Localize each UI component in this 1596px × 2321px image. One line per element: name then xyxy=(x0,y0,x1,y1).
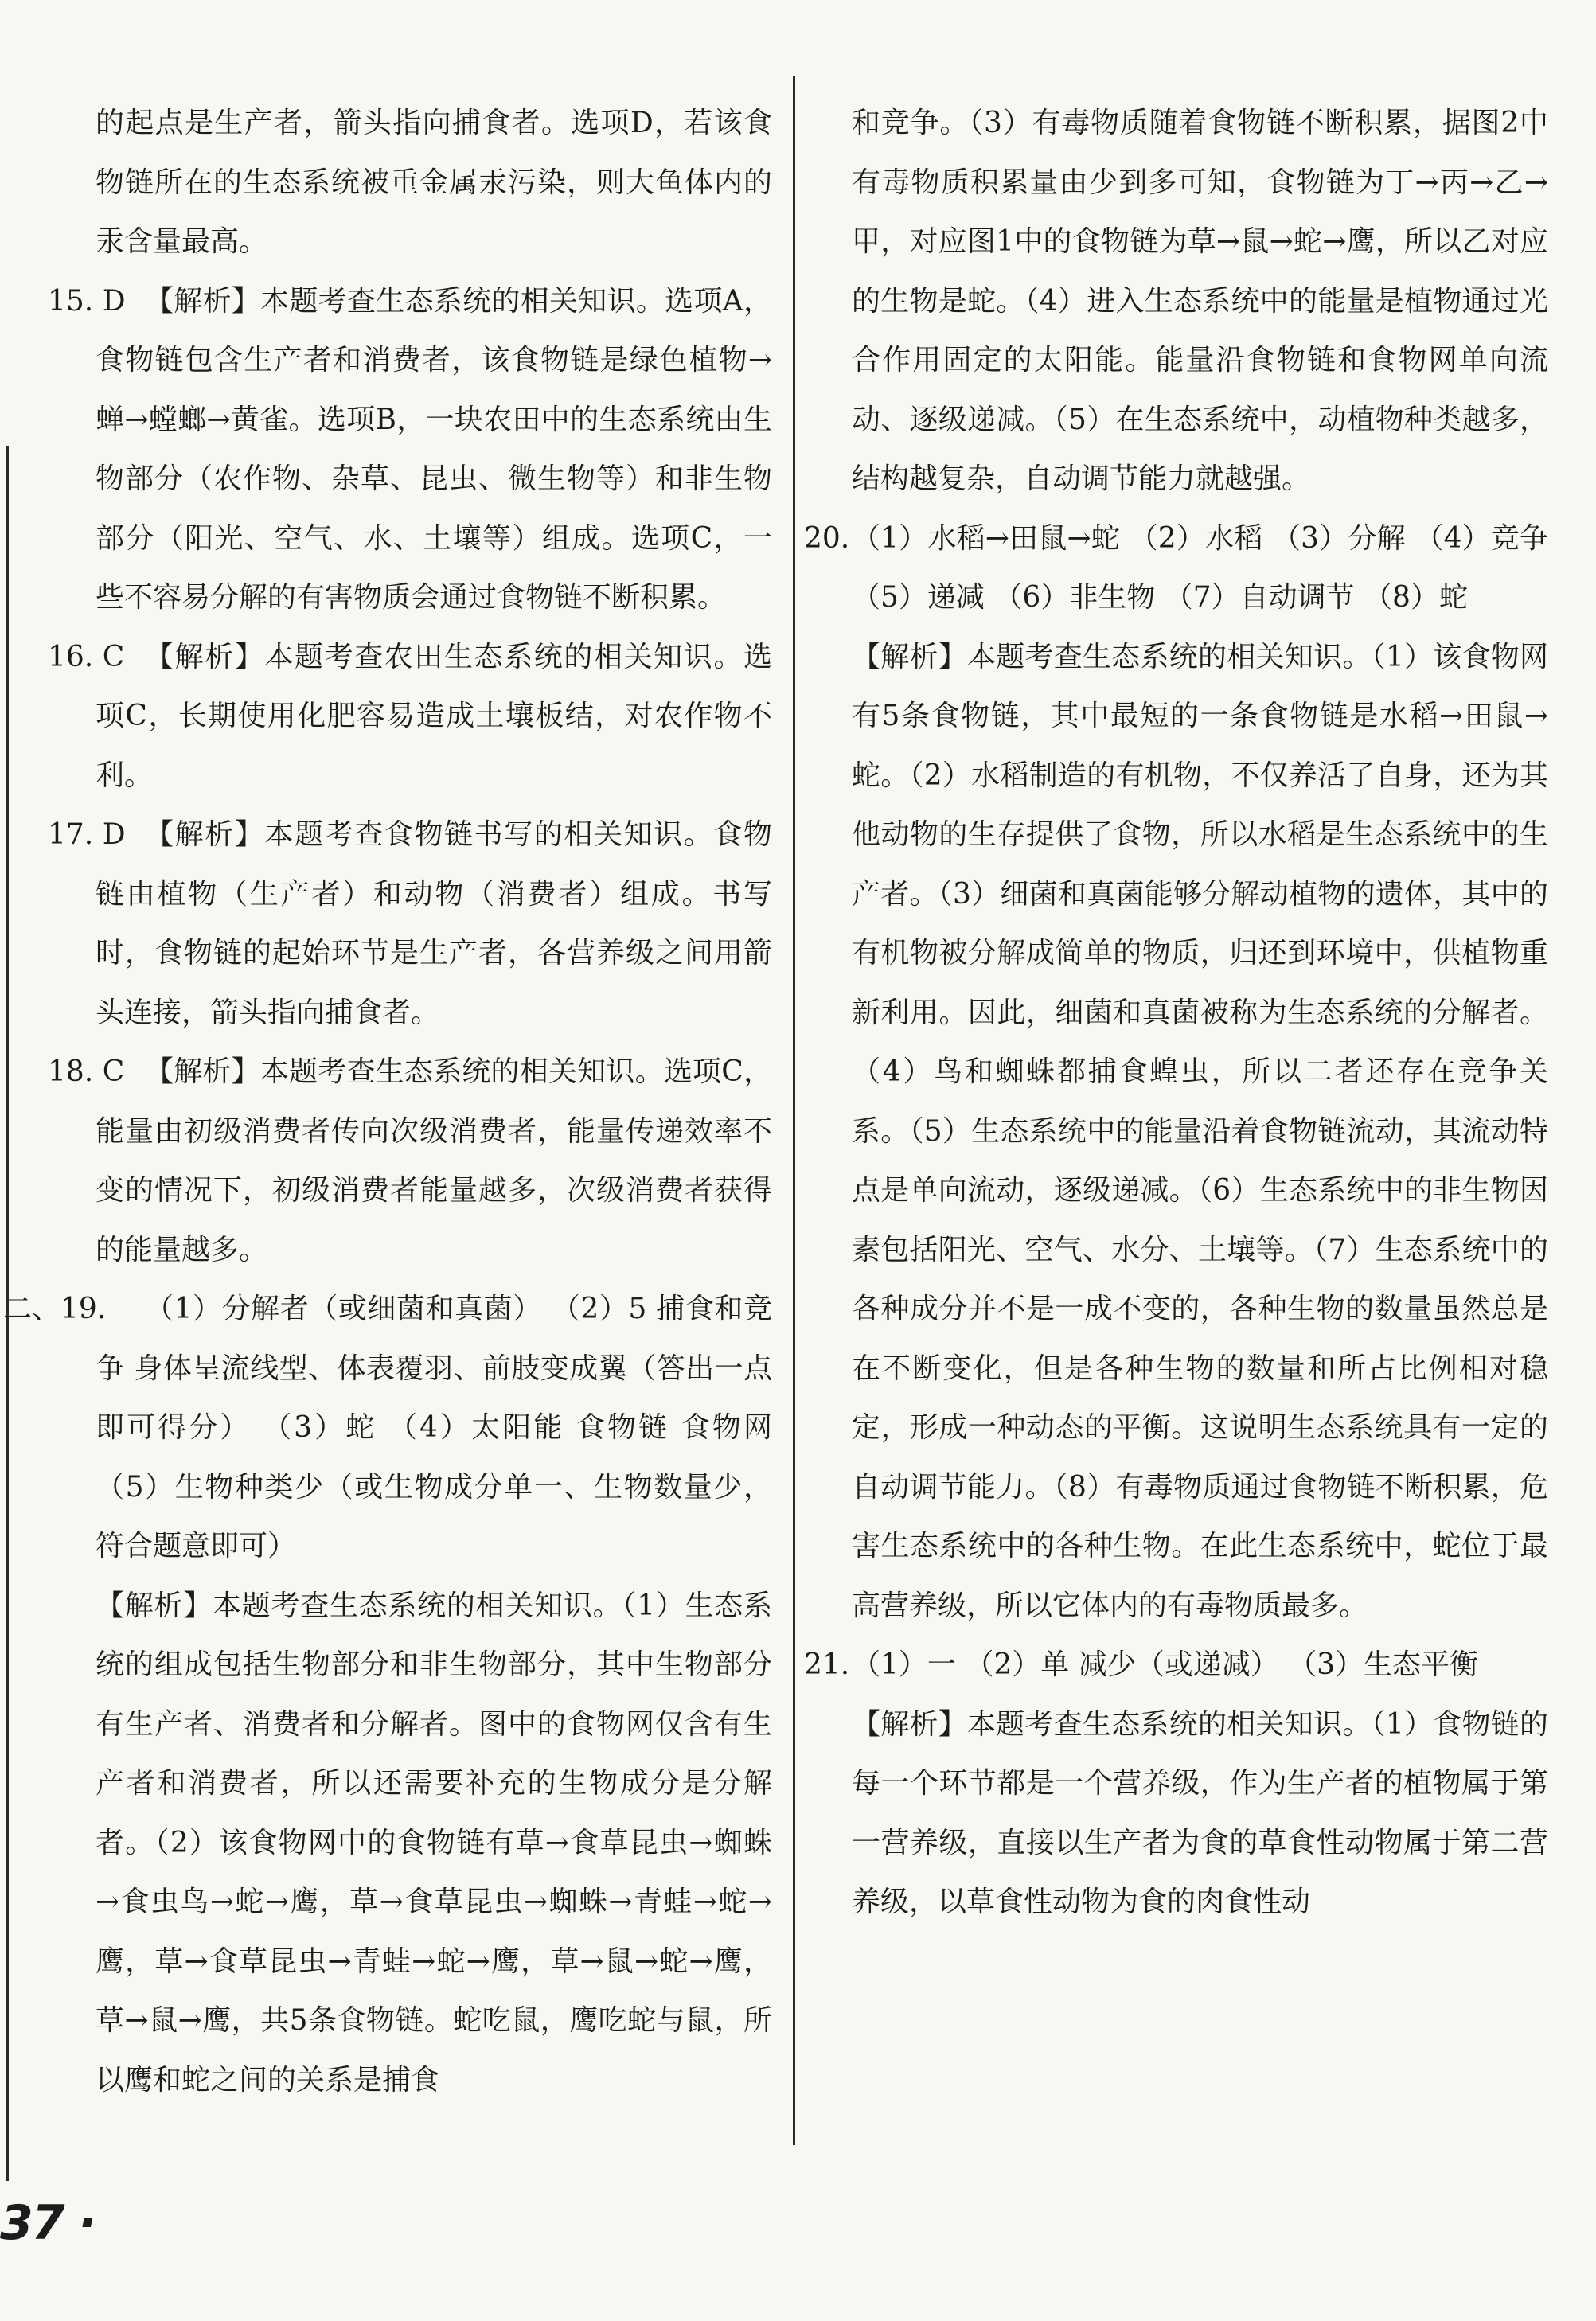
page-number: 37 · xyxy=(0,2195,96,2251)
answer-text: 【解析】本题考查生态系统的相关知识。选项A，食物链包含生产者和消费者，该食物链是绿色植物→蝉→螳螂→黄雀。选项B，一块农田中的生态系统由生物部分（农作物、杂草、昆虫、微生物等）和非生物部分（阳光、空气、水、土壤等）组成。选项C，一些不容易分解的有害物质会通过食物链不断积累。 xyxy=(96,284,772,614)
answer-block xyxy=(48,806,772,1043)
answer-text: （1）分解者（或细菌和真菌） （2）5 捕食和竞争 身体呈流线型、体表覆羽、前肢变成翼（答出一点即可得分） （3）蛇 （4）太阳能 食物链 食物网 （5）生物种类少（或生物成分单一、生物数量少，符合题意即可） xyxy=(96,1293,772,1562)
answer-text: （1）一 （2）单 减少（或递减） （3）生态平衡 xyxy=(852,1648,1479,1681)
answer-text: 的起点是生产者，箭头指向捕食者。选项D，若该食物链所在的生态系统被重金属汞污染，则大鱼体内的汞含量最高。 xyxy=(96,107,772,258)
answer-block xyxy=(48,1577,772,2111)
answer-text: 【解析】本题考查生态系统的相关知识。选项C，能量由初级消费者传向次级消费者，能量传递效率不变的情况下，初级消费者能量越多，次级消费者获得的能量越多。 xyxy=(96,1055,772,1266)
answer-block xyxy=(804,94,1548,509)
answer-text: 【解析】本题考查生态系统的相关知识。（1）食物链的每一个环节都是一个营养级，作为生产者的植物属于第一营养级，直接以生产者为食的草食性动物属于第二营养级，以草食性动物为食的肉食性动 xyxy=(852,1707,1548,1918)
answer-number: 20. xyxy=(804,521,850,555)
answer-number: 18. C xyxy=(48,1055,125,1088)
answer-number: 17. D xyxy=(48,818,126,851)
answer-block xyxy=(804,509,1548,628)
answer-block xyxy=(3,1280,772,1577)
left-column xyxy=(3,94,772,2110)
answer-block xyxy=(804,1695,1548,1933)
answer-block xyxy=(48,272,772,628)
right-column xyxy=(804,94,1548,1933)
answer-text: 【解析】本题考查生态系统的相关知识。（1）该食物网有5条食物链，其中最短的一条食物链是水稻→田鼠→蛇。（2）水稻制造的有机物，不仅养活了自身，还为其他动物的生存提供了食物，所以水稻是生态系统中的生产者。（3）细菌和真菌能够分解动植物的遗体，其中的有机物被分解成简单的物质，归还到环境中，供植物重新利用。因此，细菌和真菌被称为生态系统的分解者。（4）鸟和蜘蛛都捕食蝗虫，所以二者还存在竞争关系。（5）生态系统中的能量沿着食物链流动，其流动特点是单向流动，逐级递减。（6）生态系统中的非生物因素包括阳光、空气、水分、土壤等。（7）生态系统中的各种成分并不是一成不变的，各种生物的数量虽然总是在不断变化，但是各种生物的数量和所占比例相对稳定，形成一种动态的平衡。这说明生态系统具有一定的自动调节能力。（8）有毒物质通过食物链不断积累，危害生态系统中的各种生物。在此生态系统中，蛇位于最高营养级，所以它体内的有毒物质最多。 xyxy=(852,640,1548,1622)
answer-text: （1）水稻→田鼠→蛇 （2）水稻 （3）分解 （4）竞争 （5）递减 （6）非生物 （7）自动调节 （8）蛇 xyxy=(852,521,1548,614)
answer-block xyxy=(48,1043,772,1280)
answer-block xyxy=(804,1636,1548,1695)
answer-number: 二、19. xyxy=(3,1293,107,1325)
column-divider xyxy=(793,76,795,2145)
answer-number: 15. D xyxy=(48,284,126,318)
answer-number: 16. C xyxy=(48,640,125,673)
answer-text: 【解析】本题考查农田生态系统的相关知识。选项C，长期使用化肥容易造成土壤板结，对农作物不利。 xyxy=(96,640,772,792)
answer-block xyxy=(48,628,772,806)
answer-number: 21. xyxy=(804,1648,850,1681)
answer-text: 和竞争。（3）有毒物质随着食物链不断积累，据图2中有毒物质积累量由少到多可知，食物链为丁→丙→乙→甲，对应图1中的食物链为草→鼠→蛇→鹰，所以乙对应的生物是蛇。（4）进入生态系统中的能量是植物通过光合作用固定的太阳能。能量沿食物链和食物网单向流动、逐级递减。（5）在生态系统中，动植物种类越多，结构越复杂，自动调节能力就越强。 xyxy=(852,107,1548,495)
answer-text: 【解析】本题考查生态系统的相关知识。（1）生态系统的组成包括生物部分和非生物部分，其中生物部分有生产者、消费者和分解者。图中的食物网仅含有生产者和消费者，所以还需要补充的生物成分是分解者。（2）该食物网中的食物链有草→食草昆虫→蜘蛛→食虫鸟→蛇→鹰，草→食草昆虫→蜘蛛→青蛙→蛇→鹰，草→食草昆虫→青蛙→蛇→鹰，草→鼠→蛇→鹰，草→鼠→鹰，共5条食物链。蛇吃鼠，鹰吃蛇与鼠，所以鹰和蛇之间的关系是捕食 xyxy=(96,1589,772,2097)
answer-text: 【解析】本题考查食物链书写的相关知识。食物链由植物（生产者）和动物（消费者）组成。书写时，食物链的起始环节是生产者，各营养级之间用箭头连接，箭头指向捕食者。 xyxy=(96,818,772,1029)
answer-block xyxy=(804,628,1548,1636)
answer-block xyxy=(48,94,772,272)
